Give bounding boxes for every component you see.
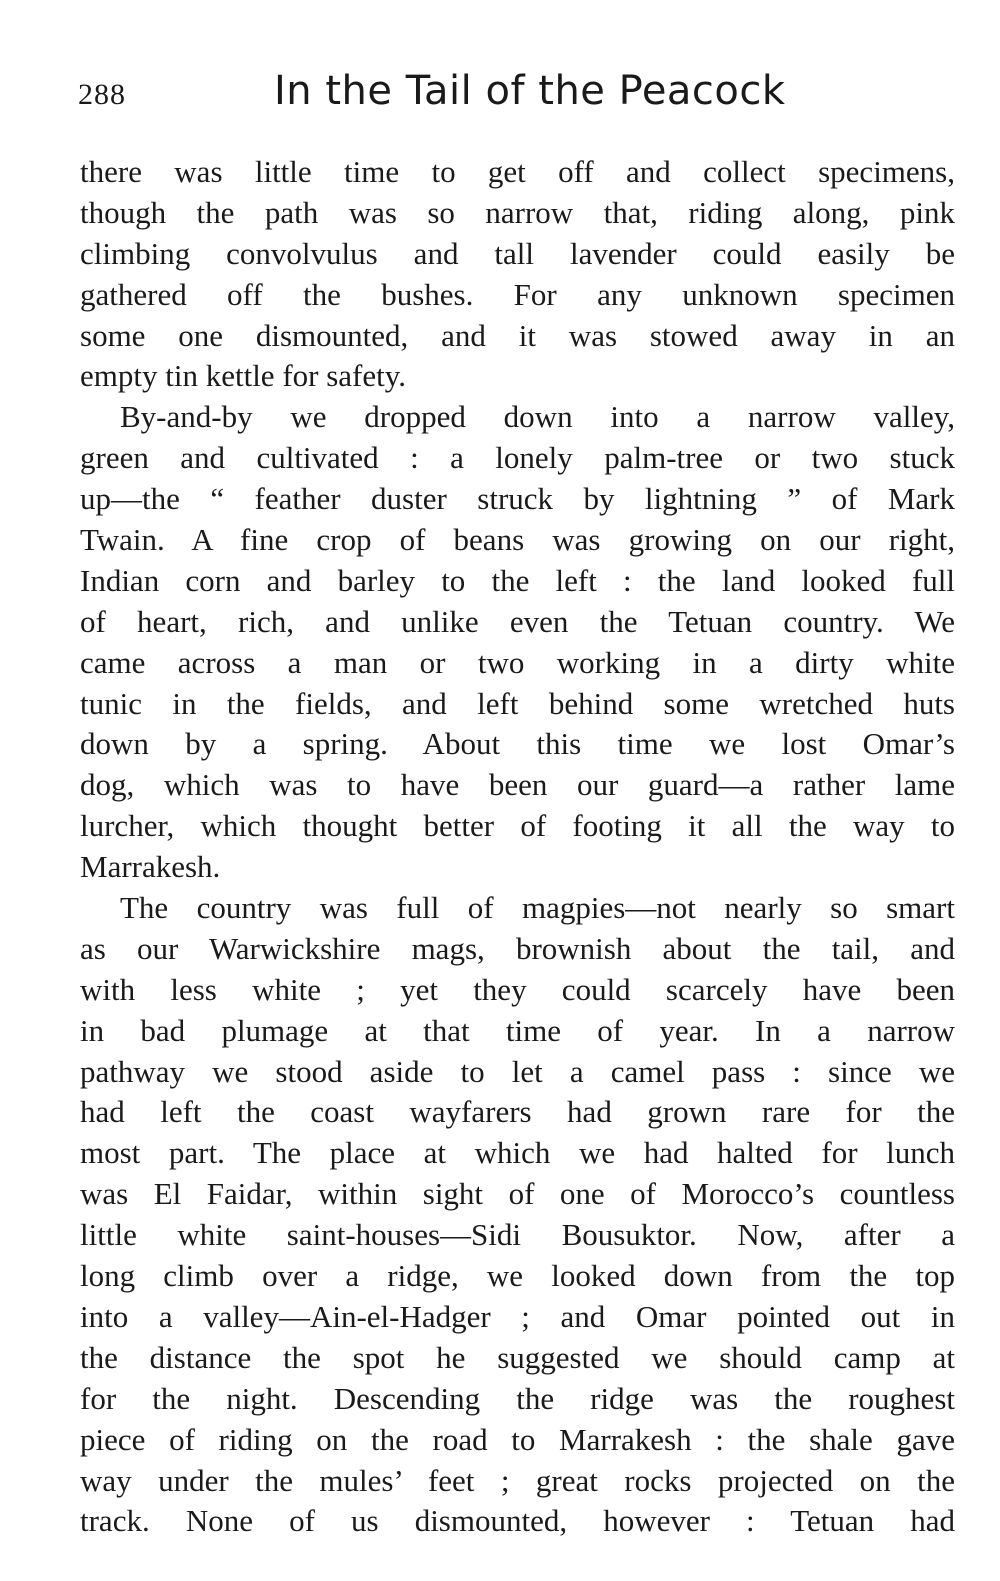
text-line: Indian corn and barley to the left : the land looked full [80, 562, 955, 598]
page-header [78, 68, 958, 118]
text-line: pathway we stood aside to let a camel pass : since we [80, 1053, 955, 1089]
text-line: climbing convolvulus and tall lavender could easily be [80, 235, 955, 271]
running-title: In the Tail of the Peacock [274, 68, 786, 114]
body-text [80, 152, 955, 1542]
text-line: empty tin kettle for safety. [80, 358, 406, 394]
text-line: tunic in the fields, and left behind some wretched huts [80, 685, 955, 721]
text-line: The country was full of magpies—not nearly so smart [120, 890, 955, 926]
text-line: gathered off the bushes. For any unknown specimen [80, 276, 955, 312]
text-line: lurcher, which thought better of footing it all the way to [80, 808, 955, 844]
text-line: down by a spring. About this time we lost Omar’s [80, 726, 955, 762]
text-line: way under the mules’ feet ; great rocks projected on the [80, 1462, 955, 1498]
text-line: as our Warwickshire mags, brownish about the tail, and [80, 930, 955, 966]
text-line: had left the coast wayfarers had grown rare for the [80, 1094, 955, 1130]
text-line: most part. The place at which we had halted for lunch [80, 1135, 955, 1171]
text-line: piece of riding on the road to Marrakesh : the shale gave [80, 1421, 955, 1457]
text-line: of heart, rich, and unlike even the Tetuan country. We [80, 603, 955, 639]
text-line: green and cultivated : a lonely palm-tree or two stuck [80, 440, 955, 476]
text-line: long climb over a ridge, we looked down from the top [80, 1258, 955, 1294]
text-line: the distance the spot he suggested we should camp at [80, 1339, 955, 1375]
text-line: little white saint-houses—Sidi Bousuktor. Now, after a [80, 1217, 955, 1253]
text-line: there was little time to get off and collect specimens, [80, 154, 955, 189]
text-line: came across a man or two working in a dirty white [80, 644, 955, 680]
text-line: Marrakesh. [80, 849, 221, 885]
text-line: for the night. Descending the ridge was the roughest [80, 1380, 955, 1416]
text-line: dog, which was to have been our guard—a rather lame [80, 767, 955, 803]
text-line: with less white ; yet they could scarcely have been [80, 971, 955, 1007]
text-line: was El Faidar, within sight of one of Morocco’s countless [80, 1176, 955, 1212]
text-line: in bad plumage at that time of year. In a narrow [80, 1012, 955, 1048]
text-line: Twain. A fine crop of beans was growing on our right, [80, 522, 955, 558]
text-line: By-and-by we dropped down into a narrow valley, [120, 399, 955, 435]
text-line: up—the “ feather duster struck by lightning ” of Mark [80, 481, 955, 517]
text-line: track. None of us dismounted, however : Tetuan had [80, 1503, 955, 1539]
text-line: though the path was so narrow that, riding along, pink [80, 194, 955, 230]
text-line: into a valley—Ain-el-Hadger ; and Omar pointed out in [80, 1298, 955, 1334]
page-number: 288 [78, 78, 126, 111]
text-line: some one dismounted, and it was stowed away in an [80, 317, 955, 353]
